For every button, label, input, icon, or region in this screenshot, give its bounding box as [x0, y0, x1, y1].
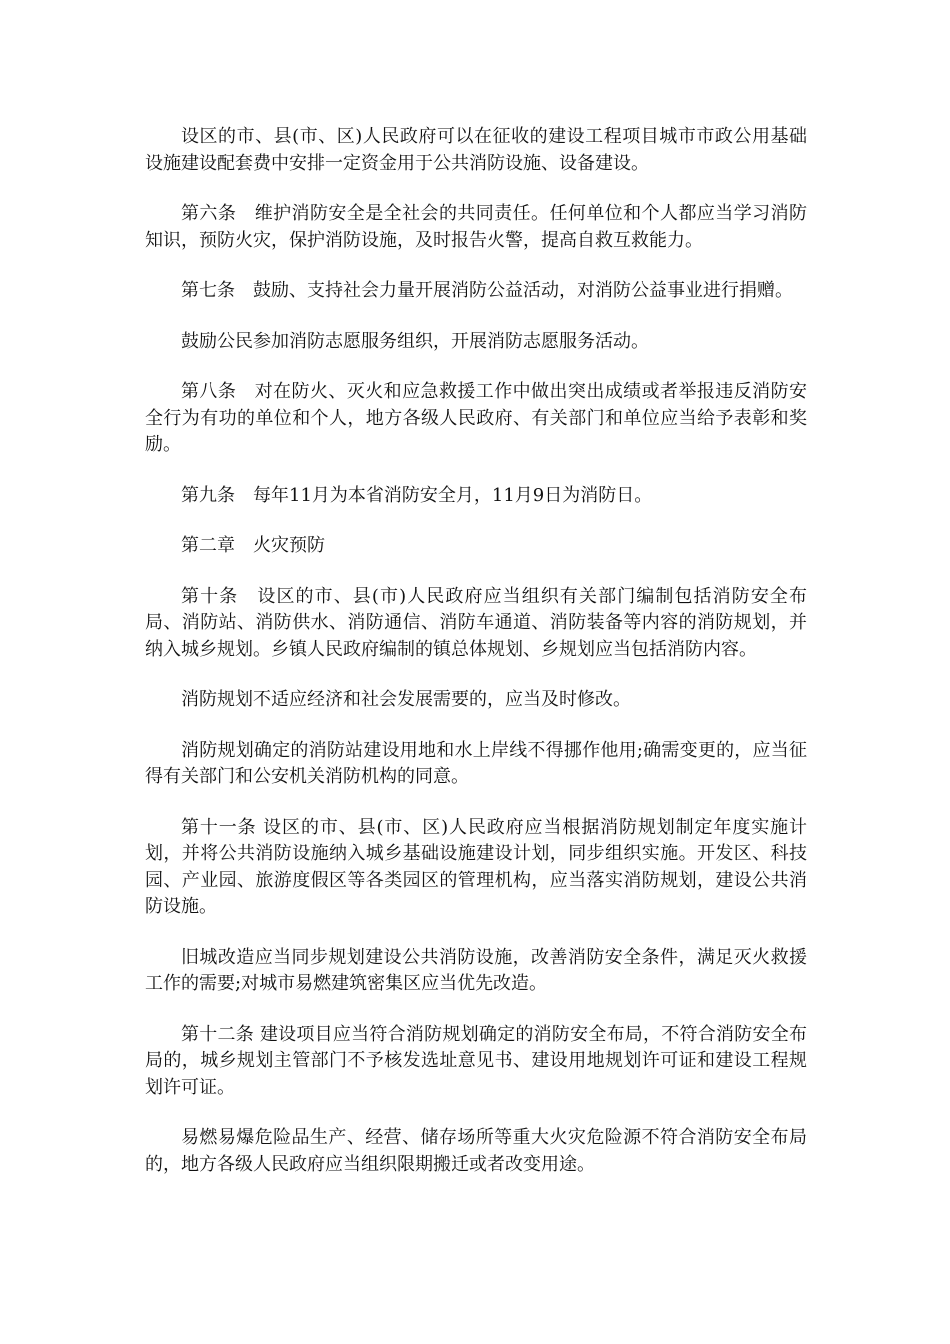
station-land-paragraph: 消防规划确定的消防站建设用地和水上岸线不得挪作他用;确需变更的，应当征得有关部门和公安机关消防机构的同意。 — [145, 739, 807, 787]
hazard-relocation-paragraph: 易燃易爆危险品生产、经营、储存场所等重大火灾危险源不符合消防安全布局的，地方各级人民政府应当组织限期搬迁或者改变用途。 — [145, 1127, 807, 1175]
chapter-2-heading: 第二章 火灾预防 — [181, 535, 325, 556]
old-city-paragraph: 旧城改造应当同步规划建设公共消防设施，改善消防安全条件，满足灭火救援工作的需要;对城市易燃建筑密集区应当优先改造。 — [145, 946, 807, 994]
article-8-paragraph: 第八条 对在防火、灭火和应急救援工作中做出突出成绩或者举报违反消防安全行为有功的单位和个人，地方各级人民政府、有关部门和单位应当给予表彰和奖励。 — [145, 381, 807, 455]
article-7-paragraph: 第七条 鼓励、支持社会力量开展消防公益活动，对消防公益事业进行捐赠。 — [181, 280, 793, 301]
article-6-paragraph: 第六条 维护消防安全是全社会的共同责任。任何单位和个人都应当学习消防知识，预防火灾，保护消防设施，及时报告火警，提高自救互救能力。 — [145, 203, 807, 251]
plan-revision-paragraph: 消防规划不适应经济和社会发展需要的，应当及时修改。 — [181, 689, 631, 710]
article-10-paragraph: 第十条 设区的市、县(市)人民政府应当组织有关部门编制包括消防安全布局、消防站、消防供水、消防通信、消防车通道、消防装备等内容的消防规划，并纳入城乡规划。乡镇人民政府编制的镇总体规划、乡规划应当包括消防内容。 — [145, 585, 807, 660]
paragraph-1: 设区的市、县(市、区)人民政府可以在征收的建设工程项目城市市政公用基础设施建设配套费中安排一定资金用于公共消防设施、设备建设。 — [145, 126, 807, 174]
volunteer-paragraph: 鼓励公民参加消防志愿服务组织，开展消防志愿服务活动。 — [181, 330, 649, 352]
article-11-paragraph: 第十一条 设区的市、县(市、区)人民政府应当根据消防规划制定年度实施计划，并将公共消防设施纳入城乡基础设施建设计划，同步组织实施。开发区、科技园、产业园、旅游度假区等各类园区的管理机构，应当落实消防规划，建设公共消防设施。 — [145, 816, 807, 917]
article-9-paragraph: 第九条 每年11月为本省消防安全月，11月9日为消防日。 — [181, 484, 653, 506]
article-12-paragraph: 第十二条 建设项目应当符合消防规划确定的消防安全布局，不符合消防安全布局的，城乡规划主管部门不予核发选址意见书、建设用地规划许可证和建设工程规划许可证。 — [145, 1023, 807, 1098]
document-body — [145, 124, 807, 1202]
